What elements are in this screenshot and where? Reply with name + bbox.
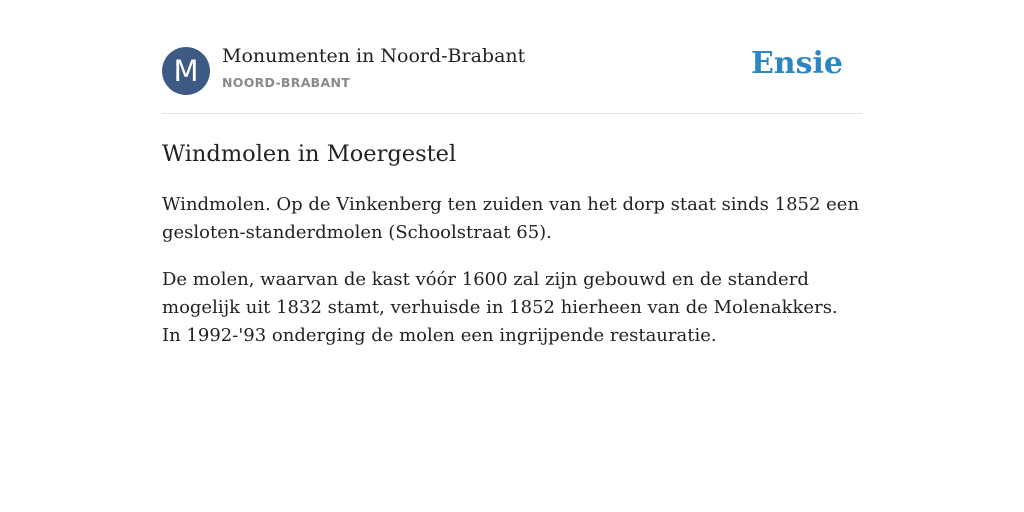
ensie-logo[interactable]: Ensie [750,46,843,81]
article-paragraph: Windmolen. Op de Vinkenberg ten zuiden van het dorp staat sinds 1852 een gesloten-standerdmolen (Schoolstraat 65). [162,194,860,243]
source-subtitle[interactable]: NOORD-BRABANT [222,75,351,90]
article-paragraph: De molen, waarvan de kast vóór 1600 zal zijn gebouwd en de standerd mogelijk uit 1832 stamt, verhuisde in 1852 hierheen van de Molenakkers. In 1992-'93 onderging de molen een ingrijpende restauratie. [162,269,838,346]
source-title[interactable]: Monumenten in Noord-Brabant [222,45,526,67]
content-container [162,0,862,350]
article [162,114,862,350]
source-avatar[interactable]: M [162,47,210,95]
source-header [162,0,862,114]
article-title: Windmolen in Moergestel [162,141,457,167]
